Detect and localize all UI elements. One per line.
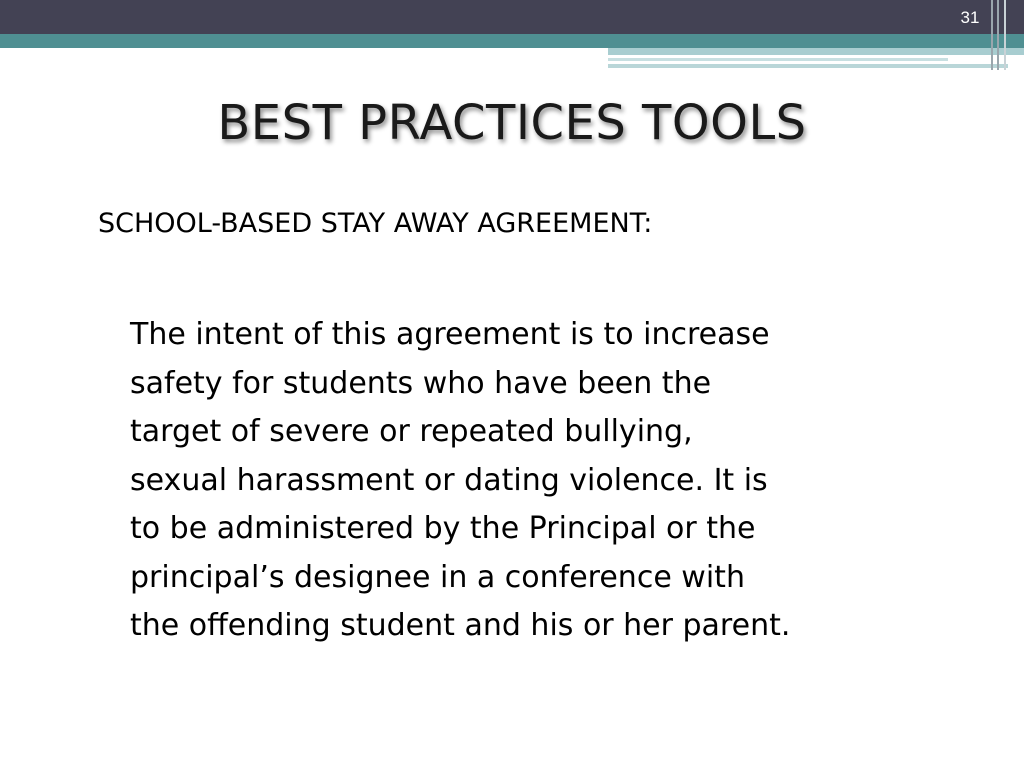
header-divider-line bbox=[1004, 0, 1006, 70]
header-stripe-light bbox=[608, 58, 948, 61]
header-divider-line bbox=[991, 0, 993, 70]
body-line: The intent of this agreement is to increase bbox=[130, 317, 770, 352]
header-stripe-light bbox=[608, 64, 1008, 68]
body-line: the offending student and his or her parent. bbox=[130, 608, 791, 643]
body-line: principal’s designee in a conference with bbox=[130, 559, 745, 595]
header-divider-line bbox=[997, 0, 999, 70]
header-band bbox=[0, 0, 1024, 34]
header-stripe-light bbox=[608, 48, 1024, 55]
body-line: sexual harassment or dating violence. It is bbox=[130, 462, 768, 498]
body-line: to be administered by the Principal or the bbox=[130, 511, 756, 546]
body-line: target of severe or repeated bullying, bbox=[130, 414, 693, 449]
header-stripe-teal bbox=[0, 34, 1024, 48]
body-line: safety for students who have been the bbox=[130, 365, 712, 401]
slide-number: 31 bbox=[960, 8, 980, 27]
body-paragraph bbox=[130, 311, 930, 651]
slide-title: BEST PRACTICES TOOLS bbox=[217, 95, 807, 151]
section-heading: SCHOOL-BASED STAY AWAY AGREEMENT: bbox=[98, 208, 653, 239]
